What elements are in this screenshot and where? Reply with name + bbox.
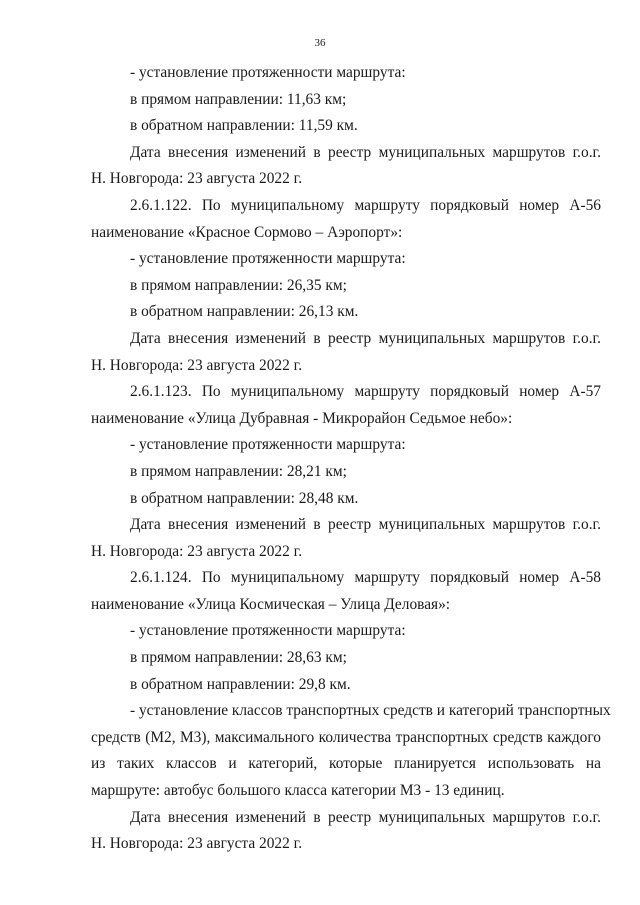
document-text-line: в прямом направлении: 28,21 км; — [130, 462, 347, 480]
document-body — [91, 60, 611, 858]
document-text-line: - установление протяженности маршрута: — [130, 622, 406, 640]
document-text-line: в прямом направлении: 26,35 км; — [130, 276, 347, 294]
document-text-line: Н. Новгорода: 23 августа 2022 г. — [91, 170, 303, 188]
document-text-line: из таких классов и категорий, которые планируется использовать на — [91, 755, 601, 773]
document-text-line: наименование «Улица Космическая – Улица Деловая»: — [91, 595, 451, 613]
document-text-line: в обратном направлении: 29,8 км. — [130, 675, 351, 693]
document-text-line: средств (М2, М3), максимального количества транспортных средств каждого — [91, 728, 601, 746]
document-text-line: Н. Новгорода: 23 августа 2022 г. — [91, 356, 303, 374]
document-text-line: Н. Новгорода: 23 августа 2022 г. — [91, 542, 303, 560]
document-text-line: в прямом направлении: 11,63 км; — [130, 90, 347, 108]
document-text-line: в обратном направлении: 28,48 км. — [130, 489, 359, 507]
document-text-line: - установление классов транспортных средств и категорий транспортных — [130, 702, 611, 720]
document-text-line: Дата внесения изменений в реестр муниципальных маршрутов г.о.г. — [130, 808, 601, 826]
document-text-line: 2.6.1.124. По муниципальному маршруту порядковый номер А-58 — [130, 569, 601, 587]
page-number: 36 — [314, 37, 326, 49]
document-text-line: в прямом направлении: 28,63 км; — [130, 649, 347, 667]
document-text-line: наименование «Улица Дубравная - Микрорайон Седьмое небо»: — [91, 409, 513, 427]
document-text-line: 2.6.1.123. По муниципальному маршруту порядковый номер А-57 — [130, 383, 601, 401]
document-text-line: Дата внесения изменений в реестр муниципальных маршрутов г.о.г. — [130, 329, 601, 347]
document-text-line: - установление протяженности маршрута: — [130, 64, 406, 81]
document-text-line: - установление протяженности маршрута: — [130, 436, 406, 454]
document-text-line: Н. Новгорода: 23 августа 2022 г. — [91, 835, 303, 853]
document-text-line: Дата внесения изменений в реестр муниципальных маршрутов г.о.г. — [130, 516, 601, 534]
document-text-line: в обратном направлении: 26,13 км. — [130, 303, 359, 321]
document-text-line: - установление протяженности маршрута: — [130, 250, 406, 268]
document-text-line: 2.6.1.122. По муниципальному маршруту порядковый номер А-56 — [130, 196, 601, 214]
document-text-line: маршруте: автобус большого класса категории М3 - 13 единиц. — [91, 782, 505, 800]
document-text-line: наименование «Красное Сормово – Аэропорт»: — [91, 223, 403, 241]
document-text-line: Дата внесения изменений в реестр муниципальных маршрутов г.о.г. — [130, 143, 601, 161]
document-text-line: в обратном направлении: 11,59 км. — [130, 117, 358, 135]
